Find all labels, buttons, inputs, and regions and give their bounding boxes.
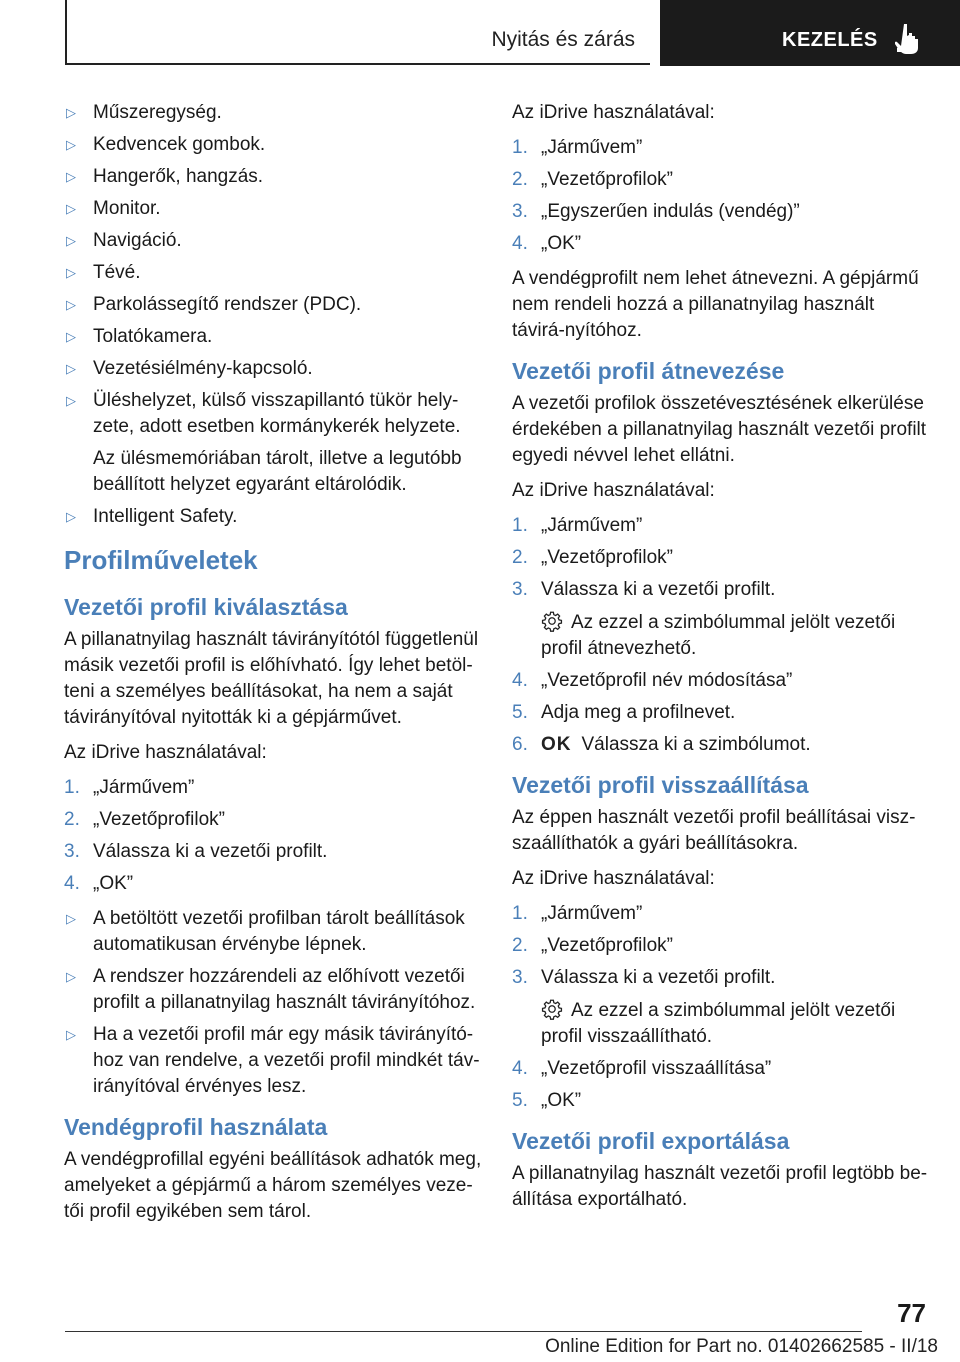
paragraph: A vendégprofillal egyéni beállítások adhatók meg, amelyeket a gépjármű a három személyes veze-tői profil egyikében sem tárol. [64, 1149, 482, 1222]
list-item: ▷ Intelligent Safety. [66, 506, 238, 527]
gear-icon [541, 998, 563, 1020]
list-item: 5. Adja meg a profilnevet. [512, 702, 736, 723]
step-list [512, 135, 930, 257]
right-column [512, 100, 930, 1222]
paragraph: Az iDrive használatával: [64, 742, 267, 763]
heading-export-profile: Vezetői profil exportálása [512, 1128, 790, 1154]
left-column [64, 100, 482, 1234]
step-list [512, 513, 930, 758]
header-rule-vertical [65, 0, 67, 64]
paragraph: Az iDrive használatával: [512, 102, 715, 123]
paragraph: Az éppen használt vezetői profil beállításai visz-szaállíthatók a gyári beállításokra. [512, 807, 916, 854]
list-item: ▷ Navigáció. [66, 230, 182, 251]
paragraph: A vendégprofilt nem lehet átnevezni. A gépjármű nem rendeli hozzá a pillanatnyilag használt távirá-nyítóhoz. [512, 268, 919, 341]
list-item: 3. Válassza ki a vezetői profilt. [64, 841, 328, 862]
list-item: ▷ Tolatókamera. [66, 326, 213, 347]
list-item: ▷ Műszeregység. [66, 102, 222, 123]
footer-rule [65, 1331, 862, 1332]
list-item: 1. „Járművem” [512, 903, 643, 924]
list-item: ▷ Vezetésiélmény-kapcsoló. [66, 358, 313, 379]
page-number: 77 [897, 1298, 926, 1328]
edition-footer: Online Edition for Part no. 01402662585 - II/18 [545, 1336, 938, 1357]
paragraph: A vezetői profilok összetévesztésének elkerülése érdekében a pillanatnyilag használt vezetői profilt egyedi névvel lehet ellátni. [512, 393, 927, 466]
list-item: ▷ Ha a vezetői profil már egy másik távirányító-hoz van rendelve, a vezetői profil mindkét táv-irányítóval érvényes lesz. [66, 1024, 480, 1097]
paragraph: Az iDrive használatával: [512, 868, 715, 889]
list-item: 3. Válassza ki a vezetői profilt. Az ezzel a szimbólummal jelölt vezetői profil visszaállítható. [512, 965, 930, 1050]
result-bullet-list [64, 906, 482, 1100]
step-note: Az ezzel a szimbólummal jelölt vezetői profil visszaállítható. [541, 1000, 896, 1047]
list-item: 4. „OK” [64, 873, 134, 894]
list-item: 4. „Vezetőprofil név módosítása” [512, 670, 793, 691]
page-header [0, 0, 960, 66]
list-item: 1. „Járművem” [512, 515, 643, 536]
list-item: ▷ Üléshelyzet, külső visszapillantó tükör hely-zete, adott esetben kormánykerék helyzete. Az ülésmemóriában tárolt, illetve a legutóbb beállított helyzet egyaránt eltárolódik. [64, 388, 482, 498]
list-item: ▷ A betöltött vezetői profilban tárolt beállítások automatikusan érvénybe lépnek. [66, 908, 465, 955]
paragraph: Az iDrive használatával: [512, 480, 715, 501]
header-section-title: Nyitás és zárás [491, 28, 635, 51]
step-list [512, 901, 930, 1114]
list-item: 2. „Vezetőprofilok” [512, 547, 674, 568]
list-item: 2. „Vezetőprofilok” [512, 935, 674, 956]
list-item: 1. „Járművem” [512, 137, 643, 158]
hand-pointer-icon [895, 22, 923, 54]
list-item: 3. Válassza ki a vezetői profilt. Az ezzel a szimbólummal jelölt vezetői profil átnevezhető. [512, 577, 930, 662]
list-item: ▷ Tévé. [66, 262, 141, 283]
gear-icon [541, 610, 563, 632]
header-rule-horizontal [65, 63, 650, 65]
list-item: 6. OK Válassza ki a szimbólumot. [512, 732, 930, 758]
step-list [64, 775, 482, 897]
list-item: 4. „OK” [512, 233, 582, 254]
list-item: 3. „Egyszerűen indulás (vendég)” [512, 201, 800, 222]
list-item: 5. „OK” [512, 1090, 582, 1111]
heading-reset-profile: Vezetői profil visszaállítása [512, 772, 809, 798]
paragraph: A pillanatnyilag használt távirányítótól függetlenül másik vezetői profil is előhívható. Így lehet betöl-teni a személyes beállításokat, ha nem a saját távirányítóval nyitották ki a gépjárművet. [64, 629, 479, 728]
list-item: ▷ A rendszer hozzárendeli az előhívott vezetői profilt a pillanatnyilag használt távirányítóhoz. [66, 966, 476, 1013]
bullet-sub-paragraph: Az ülésmemóriában tárolt, illetve a legutóbb beállított helyzet egyaránt eltárolódik. [93, 448, 462, 495]
list-item: ▷ Monitor. [66, 198, 161, 219]
list-item: 2. „Vezetőprofilok” [64, 809, 226, 830]
feature-bullet-list [64, 100, 482, 530]
list-item: ▷ Kedvencek gombok. [66, 134, 266, 155]
header-chapter-tab [660, 0, 960, 66]
list-item: 4. „Vezetőprofil visszaállítása” [512, 1058, 772, 1079]
ok-symbol-icon: OK [541, 734, 572, 755]
heading-rename-profile: Vezetői profil átnevezése [512, 358, 785, 384]
list-item: 2. „Vezetőprofilok” [512, 169, 674, 190]
list-item: 1. „Járművem” [64, 777, 195, 798]
list-item: ▷ Hangerők, hangzás. [66, 166, 264, 187]
heading-guest-profile: Vendégprofil használata [64, 1114, 328, 1140]
paragraph: A pillanatnyilag használt vezetői profil legtöbb be-állítása exportálható. [512, 1163, 928, 1210]
list-item: ▷ Parkolássegítő rendszer (PDC). [66, 294, 362, 315]
header-chapter-label: KEZELÉS [782, 29, 878, 51]
heading-profile-operations: Profilműveletek [64, 545, 258, 575]
heading-select-profile: Vezetői profil kiválasztása [64, 594, 348, 620]
step-note: Az ezzel a szimbólummal jelölt vezetői profil átnevezhető. [541, 612, 896, 659]
